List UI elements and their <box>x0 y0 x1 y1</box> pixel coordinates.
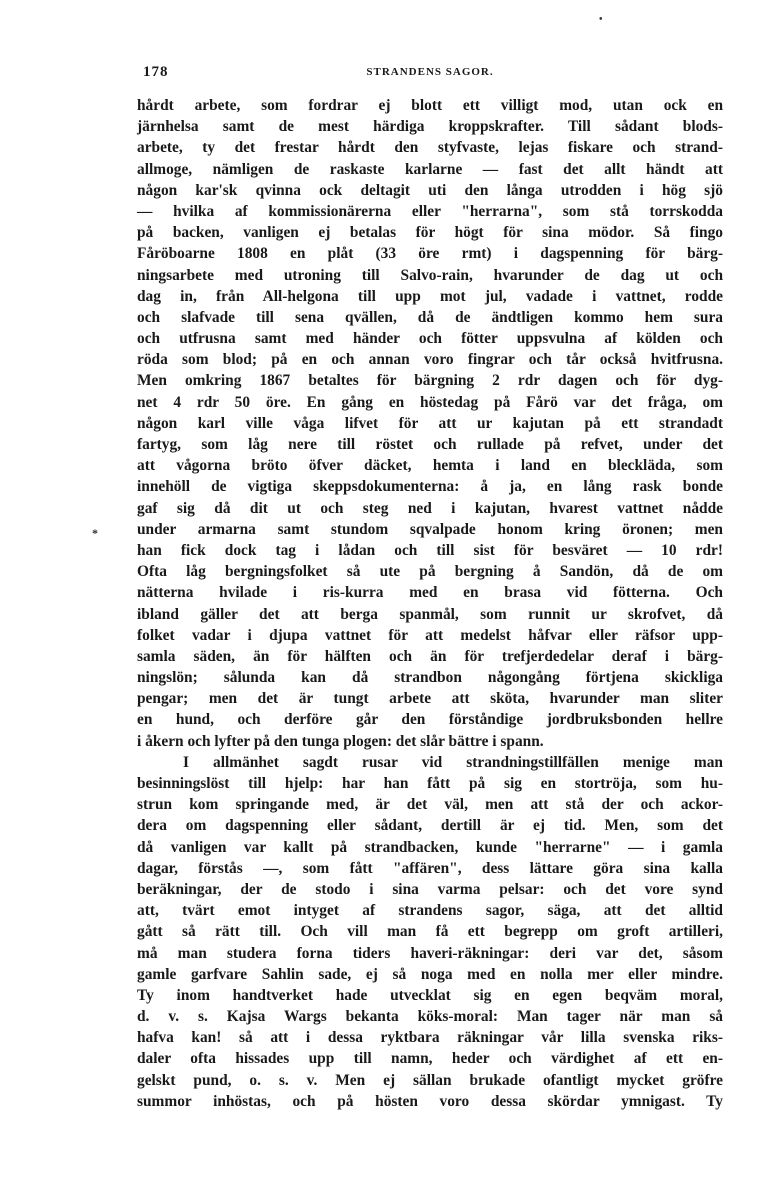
text-line: dag in, från All-helgona till upp mot jul, vadade i vattnet, rodde <box>137 287 723 305</box>
text-line: och utfrusna samt med händer och fötter uppsvulna af kölden och <box>137 330 723 348</box>
text-line: summor inhöstas, och på hösten voro dessa skördar ymnigast. Ty <box>137 1092 723 1110</box>
text-line: Ofta låg bergningsfolket så ute på bergning å Sandön, då de om <box>137 563 723 581</box>
text-line: gelskt pund, o. s. v. Men ej sällan brukade ofantligt mycket gröfre <box>137 1071 723 1089</box>
text-line: — hvilka af kommissionärerna eller "herrarna", som stå torrskodda <box>137 202 723 220</box>
text-line: att, tvärt emot intyget af strandens sagor, säga, att det alltid <box>137 902 723 920</box>
text-line: ningsarbete med utroning till Salvo-rain, hvarunder de dag ut och <box>137 266 723 284</box>
text-line: på backen, vanligen ej betalas för högt för sina mödor. Så fingo <box>137 224 723 242</box>
body-text <box>137 95 723 1112</box>
text-line: besinningslöst till hjelp: har han fått på sig en stortröja, som hu- <box>137 775 723 792</box>
text-line: hafva kan! så att i dessa ryktbara räkningar vår lilla svenska riks- <box>137 1029 723 1047</box>
text-line: d. v. s. Kajsa Wargs bekanta köks-moral: Man tager när man så <box>137 1008 723 1026</box>
margin-mark-left: * <box>92 526 98 540</box>
running-title: STRANDENS SAGOR. <box>366 66 494 78</box>
text-line: pengar; men det är tungt arbete att sköta, hvarunder man sliter <box>137 690 723 708</box>
text-line: och slafvade till sena qvällen, då de ändtligen kommo hem sura <box>137 308 723 326</box>
text-line: då vanligen var kallt på strandbacken, kunde "herrarne" — i gamla <box>137 838 723 856</box>
text-line: Fåröboarne 1808 en plåt (33 öre rmt) i dagspenning för bärg- <box>137 245 723 263</box>
text-line: under armarna samt stundom sqvalpade honom kring öronen; men <box>137 520 723 538</box>
text-line: ibland gäller det att berga spanmål, som runnit ur skrofvet, då <box>137 605 723 623</box>
text-line: gaf sig då dit ut och steg ned i kajutan, hvarest vattnet nådde <box>137 499 723 517</box>
text-line: fartyg, som låg nere till röstet och rullade på refvet, under det <box>137 436 723 453</box>
text-line: en hund, och derföre går den förståndige jordbruksbonden hellre <box>137 711 723 729</box>
text-line: I allmänhet sagdt rusar vid strandningstillfällen menige man <box>183 753 723 771</box>
text-line: nätterna hvilade i ris-kurra med en brasa vid fötterna. Och <box>137 584 723 602</box>
page-header <box>137 64 723 84</box>
text-line: ningslön; sålunda kan då strandbon någongång förtjena skickliga <box>137 669 723 687</box>
text-line: strun kom springande med, är det väl, men att stå der och ackor- <box>137 796 723 814</box>
text-line: Men omkring 1867 betaltes för bärgning 2 rdr dagen och för dyg- <box>137 372 723 390</box>
text-line: någon karl ville våga lifvet för att ur kajutan på ett strandadt <box>137 414 723 432</box>
text-line: i åkern och lyfter på den tunga plogen: det slår bättre i spann. <box>137 732 544 750</box>
text-line: dera om dagspenning eller sådant, dertill är ej tid. Men, som det <box>137 817 723 835</box>
text-line: järnhelsa samt de mest härdiga kroppskrafter. Till sådant blods- <box>137 118 723 136</box>
text-line: dagar, förstås —, som fått "affären", dess lättare göra sina kalla <box>137 859 723 877</box>
text-line: gått så rätt till. Och vill man få ett begrepp om groft artilleri, <box>137 923 723 941</box>
text-line: net 4 rdr 50 öre. En gång en höstedag på Fårö var det fråga, om <box>137 393 723 411</box>
text-line: må man studera forna tiders haveri-räkningar: deri var det, såsom <box>137 944 723 962</box>
text-line: hårdt arbete, som fordrar ej blott ett villigt mod, utan ock en <box>137 97 723 114</box>
text-line: gamle garfvare Sahlin sade, ej så noga med en nolla mer eller mindre. <box>137 965 723 983</box>
page-number: 178 <box>143 64 169 80</box>
text-line: han fick dock tag i lådan och till sist för besväret — 10 rdr! <box>137 541 723 559</box>
text-line: röda som blod; på en och annan voro fingrar och tår också hvitfrusna. <box>137 351 723 369</box>
text-line: beräkningar, der de stodo i sina varma pelsar: och det vore synd <box>137 880 723 898</box>
text-line: Ty inom handtverket hade utvecklat sig en egen beqväm moral, <box>137 986 723 1004</box>
text-line: någon kar'sk qvinna ock deltagit uti den långa utrodden i hög sjö <box>137 181 723 199</box>
text-line: daler ofta hissades upp till namn, heder och värdighet af ett en- <box>137 1050 723 1068</box>
text-line: arbete, ty det frestar hårdt den styfvaste, lejas fiskare och strand- <box>137 139 723 157</box>
text-line: folket vadar i djupa vattnet för att medelst håfvar eller räfsor upp- <box>137 626 723 644</box>
text-line: att vågorna bröto öfver däcket, hemta i land en bleckläda, som <box>137 457 723 475</box>
margin-mark-top: • <box>599 14 603 25</box>
text-line: samla säden, än för hälften och än för trefjerdedelar deraf i bärg- <box>137 647 723 665</box>
text-line: innehöll de vigtiga skeppsdokumenterna: å ja, en lång rask bonde <box>137 478 723 496</box>
text-line: allmoge, nämligen de raskaste karlarne — fast det allt händt att <box>137 160 723 178</box>
